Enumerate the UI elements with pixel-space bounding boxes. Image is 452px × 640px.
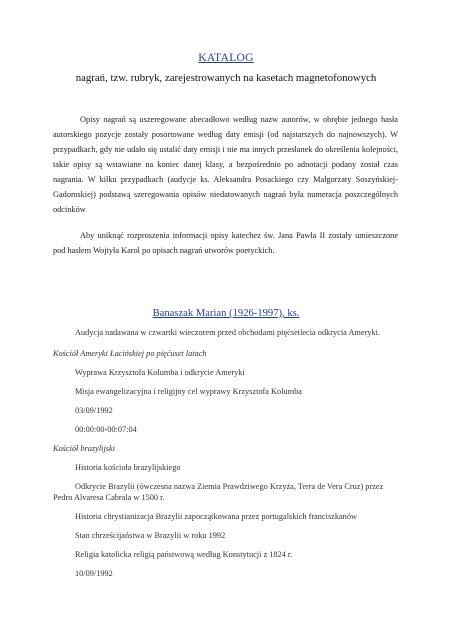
intro-paragraph-2 (53, 228, 398, 258)
recording-date: 10/09/1992 (75, 569, 113, 578)
recording-topic: Historia kościoła brazylijskiego (75, 463, 181, 472)
recording-topic: Stan chrześcijaństwa w Brazylii w roku 1992 (75, 531, 226, 540)
recording-time: 00:00:00-00:07:04 (75, 425, 137, 434)
intro-paragraph-1 (53, 112, 398, 217)
catalog-title: KATALOG (198, 52, 254, 64)
recording-topic: Religia katolicka religią państwową według Konstytucji z 1824 r. (75, 550, 293, 559)
catalog-subtitle: nagrań, tzw. rubryk, zarejestrowanych na kasetach magnetofonowych (75, 72, 377, 84)
recording-date: 03/09/1992 (75, 406, 113, 415)
recording-topic: Odkrycie Brazylii (ówczesna nazwa Ziemia Prawdziwego Krzyża, Terra de Vera Cruz) przez Pedro Alvaresa Cabrala w 1500 r. (53, 482, 384, 502)
recording-category: Kościół Ameryki Łacińskiej po pięćuset latach (53, 349, 207, 358)
recording-list (53, 327, 403, 587)
recording-topic: Historia chrystianizacja Brazylii zapoczątkowana przez portugalskich franciszkanów (75, 512, 357, 521)
recording-topic: Wyprawa Krzysztofa Kolumba i odkrycie Ameryki (75, 368, 245, 377)
recording-category: Kościół brazylijski (53, 444, 115, 453)
recording-topic: Misja ewangelizacyjna i religijny cel wyprawy Krzysztofa Kolumba (75, 387, 302, 396)
author-heading: Banaszak Marian (1926-1997), ks. (152, 308, 300, 319)
intro-paragraph-2-text: Aby uniknąć rozproszenia informacji opisy katechez św. Jana Pawła II zostały umieszczone pod hasłem Wojtyła Karol po opisach nagrań utworów poetyckich. (53, 231, 398, 255)
intro-paragraph-1-text: Opisy nagrań są uszeregowane abecadłowo według nazw autorów, w obrębie jednego hasła autorskiego pozycje zostały posortowane według daty emisji (od najstarszych do najnowszych). W przypadkach, gdy nie udało się ustalić daty emisji i nie ma innych przesłanek do określenia kolejności, takie opisy są wstawiane na koniec danej klasy, a bezpośrednio po adnotacji podany został czas nagrania. W kilku przypadkach (audycje ks. Aleksandra Posackiego czy Małgorzaty Soszyńskiej-Gadomskiej) podstawą szeregowania opisów niedatowanych nagrań była numeracja poszczególnych odcinków (53, 115, 398, 214)
recording-description: Audycja nadawana w czwartki wieczorem przed obchodami pięćsetlecia odkrycia Ameryki. (75, 328, 381, 337)
